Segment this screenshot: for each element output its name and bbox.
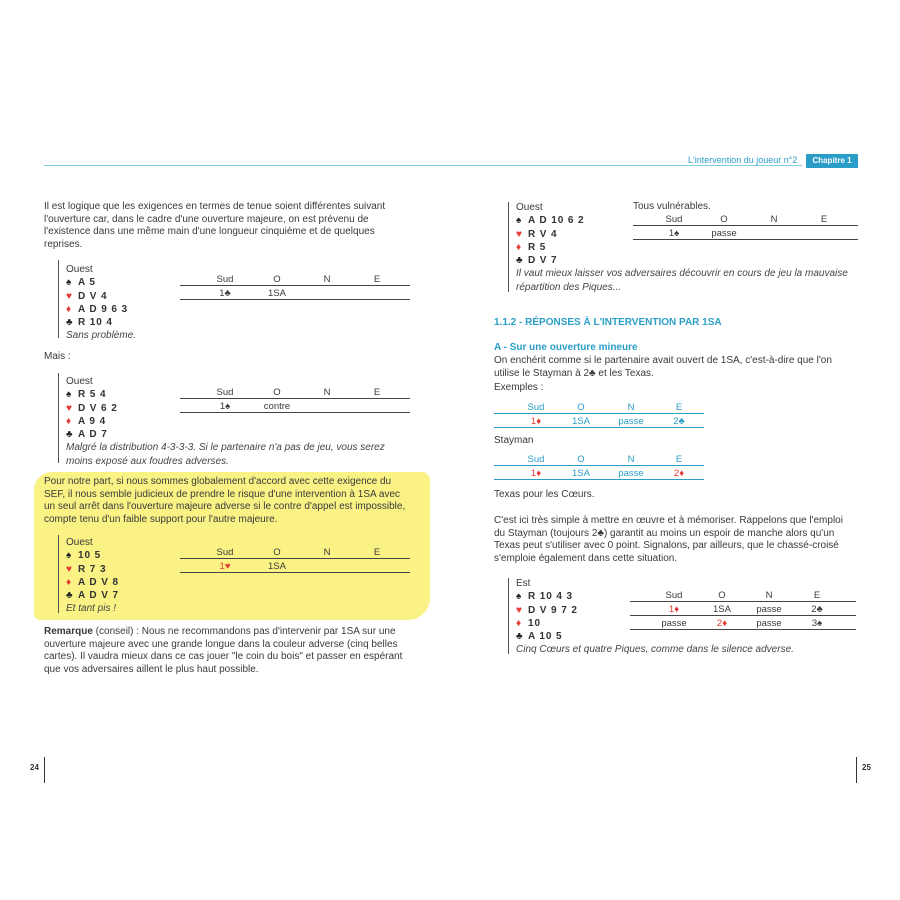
exemples-label: Exemples : (494, 382, 544, 393)
page-tick (44, 757, 45, 783)
chapter-badge: Chapitre 1 (806, 154, 858, 168)
spade-icon: ♠ (66, 389, 73, 401)
spade-icon: ♠ (516, 215, 523, 227)
hand-comment: Sans problème. (66, 330, 137, 342)
stayman-label: Stayman (494, 435, 534, 446)
example-table-1: Sud O N E 1♦ 1SA passe 2♣ (494, 402, 704, 430)
heart-icon: ♥ (66, 290, 73, 302)
hand-ouest-2: Ouest ♠ R 5 4 ♥ D V 6 2 ♦ A 9 4 ♣ A D 7 Malgré la distribution 4-3-3-3. Si le partenaire n'a pas de jeu, vous serez moins exposé aux foudres adverses. (66, 375, 406, 468)
section-title: 1.1.2 - RÉPONSES À L'INTERVENTION PAR 1SA (494, 317, 722, 328)
remark-paragraph: Remarque (conseil) : Nous ne recommandons pas d'intervenir par 1SA sur une ouverture majeure avec une grande longue dans la couleur adverse (cinq belles cartes). Il vaudra mieux dans ce cas jouer "le coin du bois" et passer en espérant que vos adversaires aillent le plus haut possible. (44, 626, 403, 675)
spade-icon: ♠ (66, 550, 73, 562)
hand-comment: Malgré la distribution 4-3-3-3. Si le partenaire n'a pas de jeu, vous serez moins exposé aux foudres adverses. (66, 442, 385, 467)
hand-bracket (58, 535, 59, 613)
heart-icon: ♥ (66, 402, 73, 414)
heart-icon: ♥ (66, 563, 73, 575)
diamond-icon: ♦ (66, 415, 73, 427)
highlight-paragraph: Pour notre part, si nous sommes globalement d'accord avec cette exigence du SEF, il nous semble judicieux de prendre le risque d'une intervention à 1SA avec un seul arrêt dans l'ouverture majeure adverse si le contre d'appel est impossible, compte tenu d'un faible support pour l'autre majeure. (44, 476, 406, 525)
page-tick (856, 757, 857, 783)
bidding-table-5: Sud O N E 1♦ 1SA passe 2♣ passe 2♦ passe 3♠ (630, 590, 856, 632)
spade-icon: ♠ (66, 277, 73, 289)
explanation-paragraph: C'est ici très simple à mettre en œuvre et à mémoriser. Rappelons que l'emploi du Stayman (toujours 2♣) garantit au moins un espoir de manche alors qu'un Texas peut s'utiliser avec 0 point. Signalons, par ailleurs, que le chassé-croisé s'emploie également dans cette situation. (494, 515, 843, 564)
hand-bracket (58, 373, 59, 463)
club-icon: ♣ (516, 255, 524, 267)
hand-comment: Il vaut mieux laisser vos adversaires découvrir en cours de jeu la mauvaise répartition des Piques... (516, 268, 848, 293)
hand-comment: Cinq Cœurs et quatre Piques, comme dans le silence adverse. (516, 644, 794, 656)
heart-icon: ♥ (516, 604, 523, 616)
bidding-table-4: Sud O N E 1♠ passe (633, 214, 858, 242)
header-rule (44, 165, 802, 166)
bidding-table-1: Sud O N E 1♣ 1SA (180, 274, 410, 302)
spade-icon: ♠ (516, 591, 523, 603)
hand-est: Est ♠ R 10 4 3 ♥ D V 9 7 2 ♦ 10 ♣ A 10 5 Cinq Cœurs et quatre Piques, comme dans le silence adverse. (516, 577, 856, 657)
hand-ouest-1: Ouest ♠ A 5 ♥ D V 4 ♦ A D 9 6 3 ♣ R 10 4 Sans problème. (66, 264, 137, 342)
mais-text: Mais : (44, 351, 71, 362)
hand-bracket (508, 202, 509, 292)
texas-label: Texas pour les Cœurs. (494, 489, 595, 500)
heart-icon: ♥ (516, 228, 523, 240)
diamond-icon: ♦ (66, 303, 73, 315)
club-icon: ♣ (66, 590, 74, 602)
hand-seat: Ouest (66, 264, 93, 275)
page-number-right: 25 (862, 763, 871, 772)
diamond-icon: ♦ (66, 576, 73, 588)
chapter-title: L'intervention du joueur n°2 (688, 155, 798, 165)
club-icon: ♣ (66, 317, 74, 329)
intro-paragraph: Il est logique que les exigences en termes de tenue soient différentes suivant l'ouverture car, dans le cadre d'une ouverture majeure, on est prévenu de l'existence dans une même main d'une longueur cinquième et de quelques reprises. (44, 201, 386, 250)
page-number-left: 24 (30, 763, 39, 772)
club-icon: ♣ (66, 429, 74, 441)
club-icon: ♣ (516, 631, 524, 643)
hand-comment: Et tant pis ! (66, 603, 117, 615)
bidding-table-3: Sud O N E 1♥ 1SA (180, 547, 410, 575)
hand-bracket (58, 260, 59, 338)
example-table-2: Sud O N E 1♦ 1SA passe 2♦ (494, 454, 704, 482)
hand-bracket (508, 578, 509, 654)
bidding-table-2: Sud O N E 1♠ contre (180, 387, 410, 415)
diamond-icon: ♦ (516, 241, 523, 253)
hand-ouest-4: Ouest ♠ A D 10 6 2 ♥ R V 4 ♦ R 5 ♣ D V 7 Il vaut mieux laisser vos adversaires découvrir en cours de jeu la mauvaise répartition des Piques... (516, 201, 876, 294)
hand-ouest-3: Ouest ♠ 10 5 ♥ R 7 3 ♦ A D V 8 ♣ A D V 7 Et tant pis ! (66, 537, 119, 615)
diamond-icon: ♦ (516, 617, 523, 629)
subsection-title: A - Sur une ouverture mineure (494, 342, 638, 353)
subsection-text: On enchérit comme si le partenaire avait ouvert de 1SA, c'est-à-dire que l'on utilise le Stayman à 2♣ et les Texas. (494, 355, 832, 379)
vulnerability-text: Tous vulnérables. (633, 201, 711, 212)
